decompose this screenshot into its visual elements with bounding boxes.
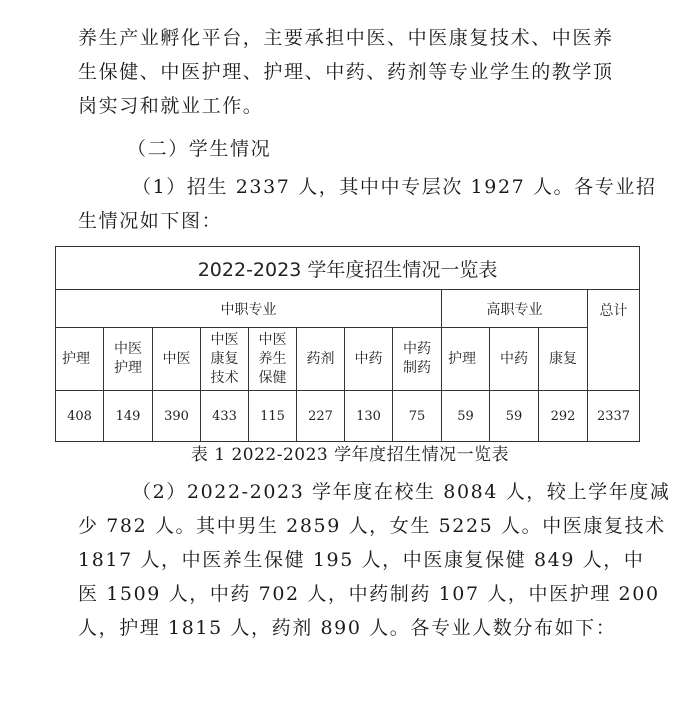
text-line: 生保健、中医护理、护理、中药、药剂等专业学生的教学顶 [78, 61, 614, 83]
table-cell: 2337 [588, 391, 640, 442]
text-line: 医 1509 人，中药 702 人，中药制药 107 人，中医护理 200 [78, 583, 660, 605]
col-header-tcm-rehab-tech: 中医 康复 技术 [201, 328, 249, 391]
text-line: 1817 人，中医养生保健 195 人，中医康复保健 849 人，中 [78, 549, 645, 571]
table-cell: 75 [393, 391, 442, 442]
text-line: 少 782 人。其中男生 2859 人，女生 5225 人。中医康复技术 [78, 515, 666, 537]
intro-paragraph [78, 21, 626, 123]
enrollment-paragraph [78, 170, 657, 238]
col-header-nursing: 护理 [56, 328, 104, 391]
col-header-cm-pharma: 中药 制药 [393, 328, 442, 391]
group-secondary-header: 中职专业 [56, 290, 442, 328]
table-cell: 59 [490, 391, 539, 442]
col-header-higher-nursing: 护理 [442, 328, 490, 391]
col-header-tcm: 中医 [153, 328, 201, 391]
group-total-header: 总计 [588, 290, 640, 391]
enrollment-table [55, 246, 640, 442]
table-title: 2022-2023 学年度招生情况一览表 [56, 247, 640, 290]
table-cell: 59 [442, 391, 490, 442]
text-line: 岗实习和就业工作。 [78, 95, 264, 117]
text-line: 人，护理 1815 人，药剂 890 人。各专业人数分布如下： [78, 617, 617, 639]
text-line: （1）招生 2337 人，其中中专层次 1927 人。各专业招 [132, 176, 657, 198]
text-line: 养生产业孵化平台，主要承担中医、中医康复技术、中医养 [78, 27, 614, 49]
table-cell: 408 [56, 391, 104, 442]
section-heading: （二）学生情况 [127, 138, 272, 160]
table-cell: 115 [249, 391, 297, 442]
table-cell: 292 [539, 391, 588, 442]
table-cell: 390 [153, 391, 201, 442]
table-caption: 表 1 2022-2023 学年度招生情况一览表 [190, 445, 510, 465]
group-higher-header: 高职专业 [442, 290, 588, 328]
col-header-chinese-medicine: 中药 [345, 328, 393, 391]
table-cell: 149 [104, 391, 153, 442]
table-cell: 130 [345, 391, 393, 442]
col-header-higher-rehab: 康复 [539, 328, 588, 391]
students-paragraph [78, 475, 671, 645]
text-line: （2）2022-2023 学年度在校生 8084 人，较上学年度减 [132, 481, 671, 503]
col-header-tcm-health: 中医 养生 保健 [249, 328, 297, 391]
text-line: 生情况如下图： [78, 210, 223, 232]
col-header-higher-chinese-medicine: 中药 [490, 328, 539, 391]
col-header-pharmacy: 药剂 [297, 328, 345, 391]
table-cell: 433 [201, 391, 249, 442]
col-header-tcm-nursing: 中医 护理 [104, 328, 153, 391]
table-cell: 227 [297, 391, 345, 442]
